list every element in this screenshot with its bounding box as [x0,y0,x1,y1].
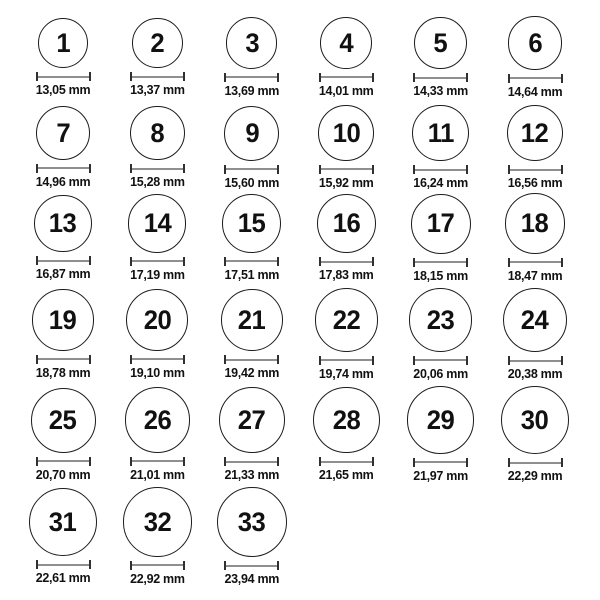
diameter-measure-line [319,73,374,82]
ring-circle [222,194,281,253]
diameter-measure-line [130,257,185,266]
diameter-label: 22,92 mm [130,571,185,586]
diameter-measure-line [413,165,468,174]
ring-circle [130,106,184,160]
diameter-measure-line [413,73,468,82]
diameter-label: 20,38 mm [507,367,563,382]
ring-circle [315,288,378,351]
diameter-label: 21,97 mm [413,468,468,483]
ring-size-number: 4 [339,27,354,58]
diameter-label: 17,51 mm [224,267,280,282]
ring-circle [226,17,277,68]
ring-size-number: 6 [528,27,542,58]
ring-circle [34,195,92,253]
ring-circle [503,288,567,352]
ring-size-number: 24 [521,304,549,335]
ring-size-number: 16 [332,208,360,238]
ring-circle [36,106,90,160]
ring-size-number: 15 [237,208,266,238]
ring-circle [125,387,191,453]
ring-size-number: 28 [332,404,360,435]
ring-circle [508,16,561,69]
diameter-label: 23,94 mm [224,572,280,586]
ring-circle [411,194,471,254]
ring-circle [313,387,380,454]
ring-size-number: 22 [332,304,360,335]
diameter-measure-line [319,165,374,174]
diameter-label: 15,60 mm [224,175,280,190]
ring-size-number: 8 [150,117,165,148]
diameter-label: 19,10 mm [130,365,185,380]
ring-circle [412,105,468,161]
ring-circle [217,487,287,557]
ring-circle [126,289,188,351]
diameter-measure-line [130,561,185,570]
diameter-measure-line [36,72,91,81]
diameter-label: 18,47 mm [507,268,563,283]
diameter-label: 14,96 mm [35,174,91,189]
ring-size-number: 11 [427,117,454,148]
ring-size-number: 13 [49,208,77,238]
diameter-label: 16,56 mm [507,176,563,191]
diameter-label: 20,06 mm [413,366,468,381]
ring-circle [219,387,285,453]
diameter-measure-line [508,258,563,267]
ring-circle [317,194,376,253]
diameter-label: 14,33 mm [413,84,468,99]
ring-size-number: 14 [143,208,172,238]
ring-size-number: 20 [143,304,172,335]
diameter-label: 15,92 mm [318,175,374,190]
diameter-measure-line [130,164,185,173]
diameter-label: 16,87 mm [35,267,91,282]
ring-circle [318,105,374,161]
diameter-label: 16,24 mm [413,176,468,191]
diameter-label: 19,74 mm [318,366,374,381]
ring-size-number: 23 [426,304,455,335]
ring-circle [29,488,98,557]
diameter-label: 21,33 mm [224,468,280,483]
ring-size-number: 10 [332,117,360,148]
diameter-measure-line [36,560,91,569]
ring-size-number: 3 [244,27,259,58]
diameter-measure-line [319,257,374,266]
diameter-measure-line [224,73,279,82]
diameter-label: 21,01 mm [130,467,185,482]
diameter-measure-line [508,356,563,365]
diameter-measure-line [130,457,185,466]
diameter-measure-line [508,458,563,467]
diameter-measure-line [319,457,374,466]
ring-circle [123,487,192,556]
diameter-label: 18,78 mm [35,365,91,380]
diameter-label: 17,83 mm [318,268,374,283]
diameter-measure-line [36,355,91,364]
diameter-label: 13,05 mm [35,83,91,97]
ring-circle [501,386,569,454]
ring-size-number: 27 [237,404,266,435]
ring-circle [407,386,475,454]
ring-size-number: 12 [521,117,549,148]
ring-circle [221,289,284,352]
ring-size-number: 21 [237,304,266,335]
ring-size-number: 29 [426,404,455,435]
ring-size-number: 17 [426,208,455,238]
diameter-measure-line [224,355,279,364]
diameter-measure-line [224,257,279,266]
diameter-label: 21,65 mm [318,468,374,483]
ring-circle [128,194,186,252]
diameter-label: 14,01 mm [318,83,374,98]
diameter-measure-line [413,258,468,267]
diameter-label: 22,29 mm [507,469,563,484]
diameter-measure-line [224,165,279,174]
diameter-measure-line [130,355,185,364]
ring-size-number: 26 [143,404,172,435]
diameter-label: 18,15 mm [413,268,468,283]
diameter-label: 13,69 mm [224,83,280,98]
ring-circle [31,388,96,453]
diameter-measure-line [36,457,91,466]
diameter-measure-line [508,74,563,83]
ring-circle [32,289,93,350]
diameter-measure-line [224,457,279,466]
ring-size-number: 33 [237,506,266,537]
diameter-measure-line [508,165,563,174]
ring-circle [224,106,279,161]
diameter-label: 13,37 mm [130,83,185,98]
ring-circle [414,17,467,70]
diameter-measure-line [36,164,91,173]
ring-circle [38,18,88,68]
ring-size-number: 5 [433,27,448,58]
ring-circle [409,288,473,352]
ring-size-number: 7 [56,117,70,148]
ring-size-number: 31 [49,506,77,537]
diameter-label: 14,64 mm [507,84,563,99]
ring-size-number: 30 [521,404,549,435]
ring-circle [507,105,564,162]
diameter-label: 22,61 mm [35,571,91,586]
ring-size-number: 19 [49,304,77,335]
ring-size-number: 2 [150,27,165,58]
ring-circle [320,17,372,69]
diameter-label: 15,28 mm [130,175,185,190]
diameter-measure-line [319,356,374,365]
ring-circle [505,193,566,254]
ring-size-number: 18 [521,208,549,238]
diameter-label: 19,42 mm [224,366,280,381]
diameter-measure-line [413,356,468,365]
ring-circle [132,18,183,69]
ring-size-number: 25 [49,404,77,435]
diameter-measure-line [36,256,91,265]
diameter-label: 17,19 mm [130,267,185,282]
diameter-measure-line [413,458,468,467]
diameter-label: 20,70 mm [35,467,91,482]
ring-size-number: 32 [143,506,172,537]
ring-size-number: 9 [244,117,259,148]
ring-size-number: 1 [56,27,70,58]
diameter-measure-line [224,561,279,570]
diameter-measure-line [130,72,185,81]
